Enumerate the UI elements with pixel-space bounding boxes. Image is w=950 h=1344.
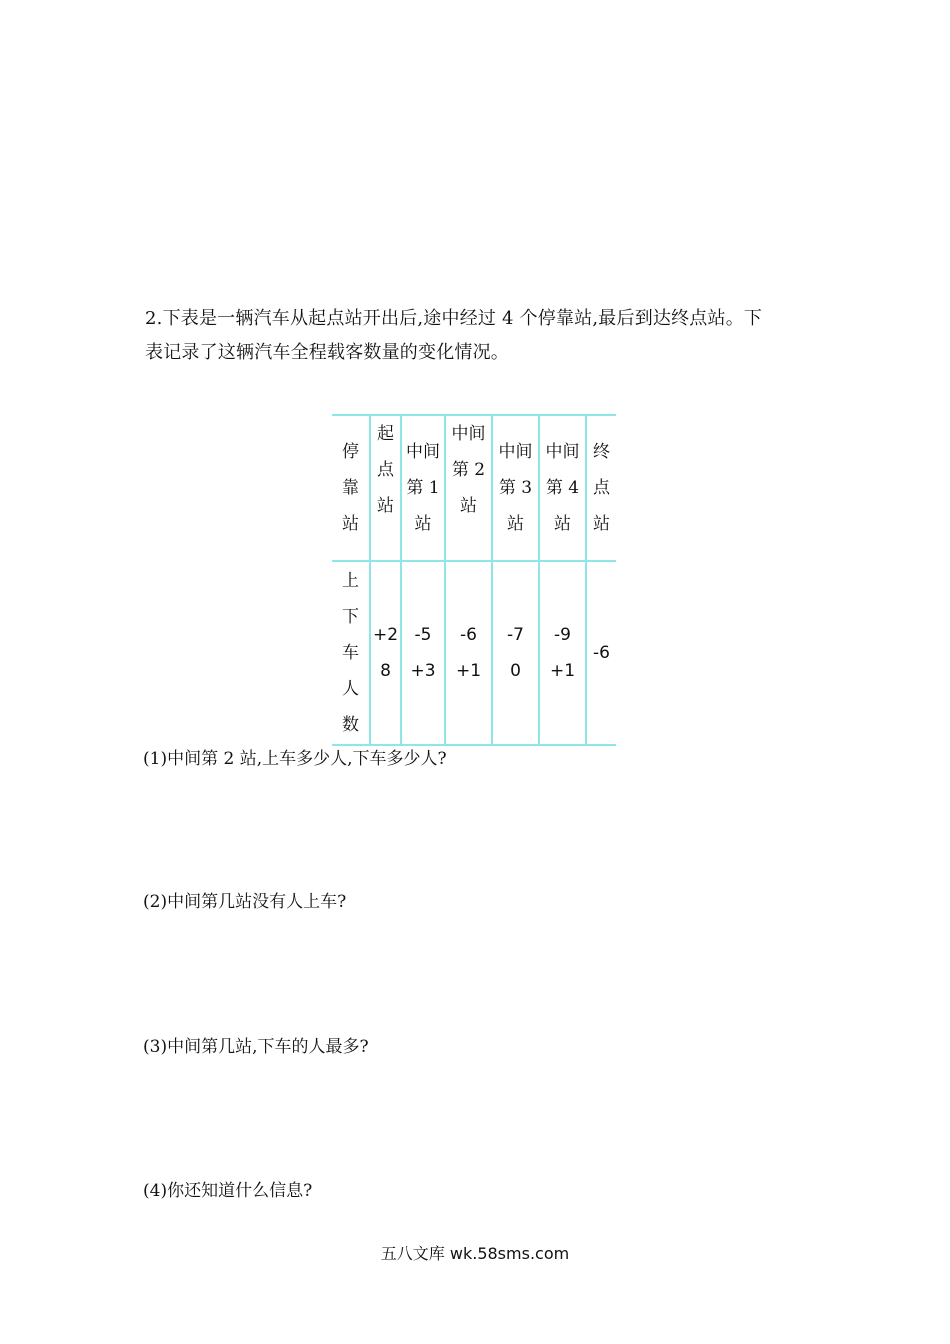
change-end: -6 <box>586 561 616 745</box>
question-1: (1)中间第 2 站,上车多少人,下车多少人? <box>143 749 447 769</box>
row-header-stop: 停 靠 站 <box>332 415 370 561</box>
change-middle-4: -9 +1 <box>539 561 586 745</box>
intro-line-1: 2.下表是一辆汽车从起点站开出后,途中经过 4 个停靠站,最后到达终点站。下 <box>145 308 763 329</box>
bus-passenger-table <box>332 414 616 746</box>
passenger-change-row <box>332 561 616 745</box>
question-4: (4)你还知道什么信息? <box>143 1181 313 1201</box>
question-3: (3)中间第几站,下车的人最多? <box>143 1037 369 1057</box>
row-header-passengers: 上 下 车 人 数 <box>332 561 370 745</box>
footer-watermark: 五八文库 wk.58sms.com <box>380 1244 570 1263</box>
intro-line-2: 表记录了这辆汽车全程载客数量的变化情况。 <box>145 342 509 363</box>
problem-intro <box>145 302 805 370</box>
station-middle-4: 中间 第 4 站 <box>539 415 586 561</box>
station-middle-3: 中间 第 3 站 <box>492 415 539 561</box>
station-end: 终 点 站 <box>586 415 616 561</box>
station-start: 起 点 站 <box>370 415 401 561</box>
station-middle-1: 中间 第 1 站 <box>401 415 445 561</box>
change-start: +2 8 <box>370 561 401 745</box>
change-middle-3: -7 0 <box>492 561 539 745</box>
change-middle-1: -5 +3 <box>401 561 445 745</box>
station-row <box>332 415 616 561</box>
change-middle-2: -6 +1 <box>445 561 492 745</box>
question-2: (2)中间第几站没有人上车? <box>143 892 347 912</box>
station-middle-2: 中间 第 2 站 <box>445 415 492 561</box>
